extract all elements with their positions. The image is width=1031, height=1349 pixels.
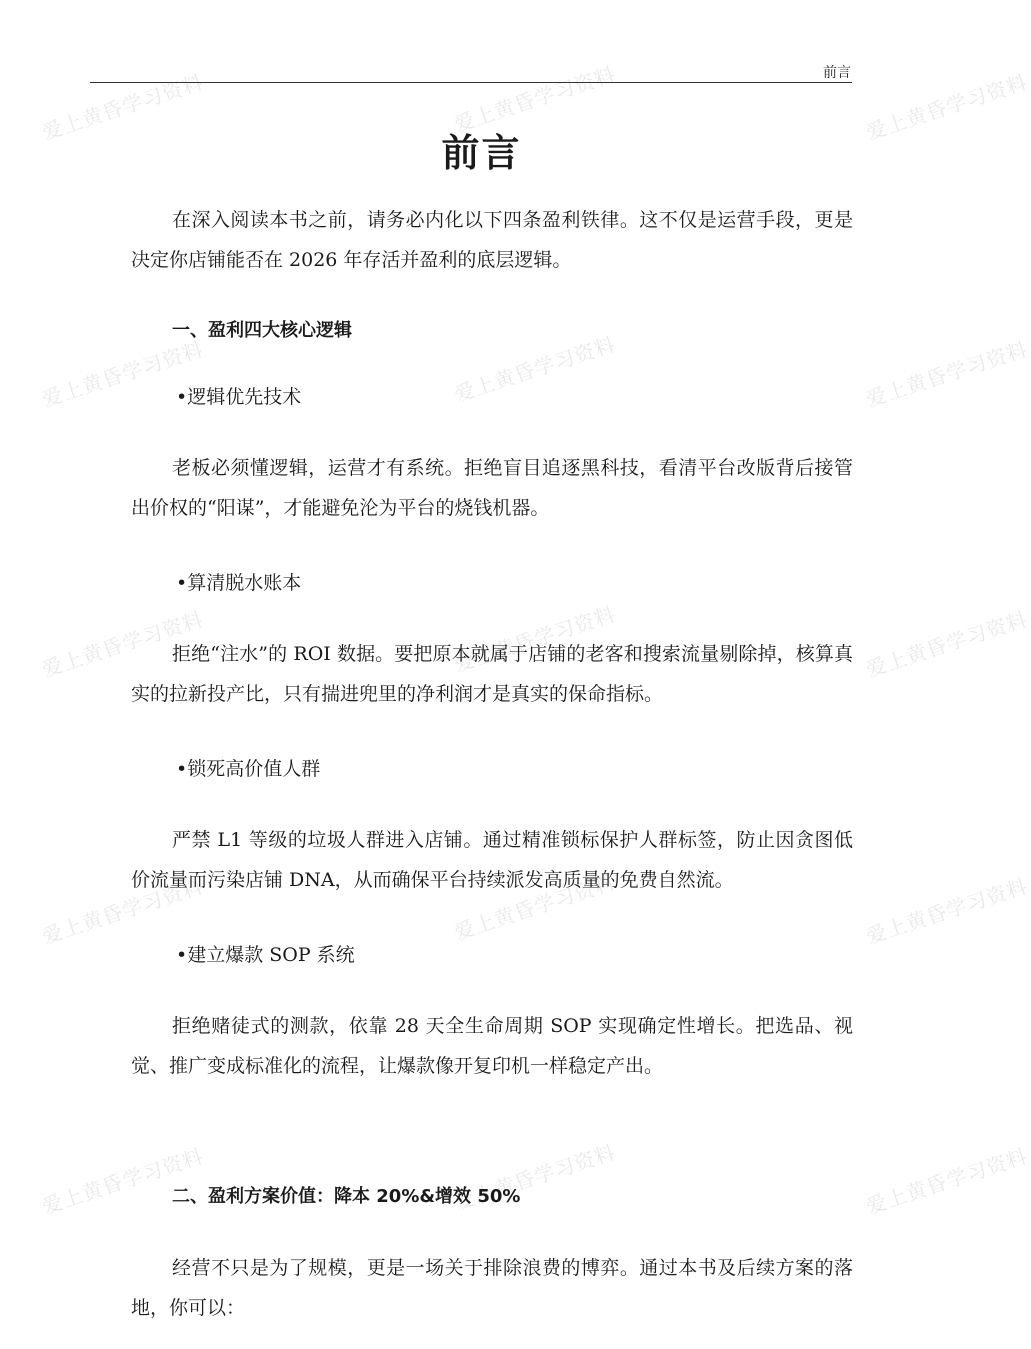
watermark-text: 爱上黄昏学习资料 xyxy=(39,69,207,145)
watermark-text: 爱上黄昏学习资料 xyxy=(39,606,207,682)
bullet-item: •锁死高价值人群 xyxy=(176,758,321,780)
watermark-text: 爱上黄昏学习资料 xyxy=(451,1139,619,1215)
bullet-item: •建立爆款 SOP 系统 xyxy=(176,944,355,966)
watermark-text: 爱上黄昏学习资料 xyxy=(39,1143,207,1219)
intro-paragraph: 在深入阅读本书之前，请务必内化以下四条盈利铁律。这不仅是运营手段，更是决定你店铺能否在 2026 年存活并盈利的底层逻辑。 xyxy=(131,209,853,271)
watermark-text: 爱上黄昏学习资料 xyxy=(863,606,1031,682)
bullet-paragraph: 严禁 L1 等级的垃圾人群进入店铺。通过精准锁标保护人群标签，防止因贪图低价流量而污染店铺 DNA，从而确保平台持续派发高质量的免费自然流。 xyxy=(131,829,853,891)
bullet-paragraph: 拒绝“注水”的 ROI 数据。要把原本就属于店铺的老客和搜索流量剔除掉，核算真实的拉新投产比，只有揣进兜里的净利润才是真实的保命指标。 xyxy=(131,643,853,705)
watermark-text: 爱上黄昏学习资料 xyxy=(39,336,207,412)
bullet-item: •算清脱水账本 xyxy=(176,572,302,594)
watermark-text: 爱上黄昏学习资料 xyxy=(863,69,1031,145)
bullet-paragraph: 拒绝赌徒式的测款，依靠 28 天全生命周期 SOP 实现确定性增长。把选品、视觉、推广变成标准化的流程，让爆款像开复印机一样稳定产出。 xyxy=(131,1015,853,1077)
watermark-text: 爱上黄昏学习资料 xyxy=(451,869,619,945)
watermark-text: 爱上黄昏学习资料 xyxy=(863,873,1031,949)
watermark-text: 爱上黄昏学习资料 xyxy=(863,336,1031,412)
watermark-text: 爱上黄昏学习资料 xyxy=(451,601,619,677)
header-rule xyxy=(90,82,852,83)
watermark-text: 爱上黄昏学习资料 xyxy=(451,331,619,407)
section2-paragraph: 经营不只是为了规模，更是一场关于排除浪费的博弈。通过本书及后续方案的落地，你可以： xyxy=(131,1257,853,1319)
section-heading-1: 一、盈利四大核心逻辑 xyxy=(172,320,352,341)
document-body xyxy=(131,200,853,1328)
watermark-text: 爱上黄昏学习资料 xyxy=(451,61,619,137)
bullet-item: •逻辑优先技术 xyxy=(176,386,302,408)
bullet-paragraph: 老板必须懂逻辑，运营才有系统。拒绝盲目追逐黑科技，看清平台改版背后接管出价权的“阳谋”，才能避免沦为平台的烧钱机器。 xyxy=(131,457,853,519)
watermark-text: 爱上黄昏学习资料 xyxy=(39,873,207,949)
running-header: 前言 xyxy=(823,65,851,81)
watermark-text: 爱上黄昏学习资料 xyxy=(863,1143,1031,1219)
page-title: 前言 xyxy=(441,130,522,175)
section-heading-2: 二、盈利方案价值：降本 20%&增效 50% xyxy=(172,1186,521,1207)
